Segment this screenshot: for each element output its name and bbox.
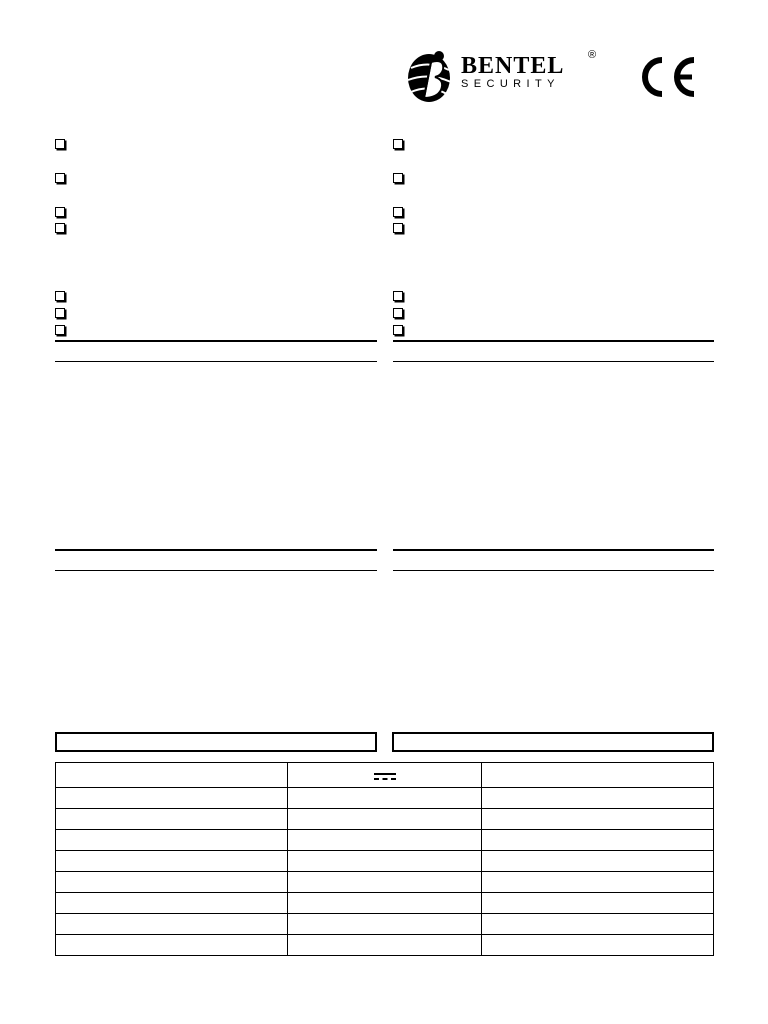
table-header-cell [482, 763, 714, 788]
table-header-row [56, 763, 714, 788]
checkbox-left-3[interactable] [55, 207, 65, 217]
checkbox-right-1[interactable] [393, 139, 403, 149]
checkbox-left-7[interactable] [55, 325, 65, 335]
checkbox-right-6[interactable] [393, 308, 403, 318]
table-header-cell [56, 763, 288, 788]
section-header-box-left [55, 732, 377, 752]
table-row [56, 788, 714, 809]
table-row [56, 893, 714, 914]
section-rule-left-top [55, 340, 377, 342]
registered-mark: ® [588, 49, 597, 61]
checkbox-left-5[interactable] [55, 291, 65, 301]
checkbox-left-6[interactable] [55, 308, 65, 318]
section-rule-right-top-2 [393, 549, 714, 551]
section-rule-right-bottom [393, 361, 714, 362]
checkbox-right-5[interactable] [393, 291, 403, 301]
direct-current-icon [374, 773, 396, 780]
section-header-box-right [392, 732, 714, 752]
checkbox-right-7[interactable] [393, 325, 403, 335]
specification-table [55, 762, 714, 956]
table-header-cell [288, 763, 482, 788]
table-row [56, 914, 714, 935]
section-rule-left-bottom [55, 361, 377, 362]
bentel-security-logo [405, 48, 605, 106]
brand-name: BENTEL [461, 53, 565, 79]
ce-conformity-mark-icon [638, 56, 698, 98]
checkbox-left-2[interactable] [55, 173, 65, 183]
table-row [56, 872, 714, 893]
checkbox-right-4[interactable] [393, 223, 403, 233]
section-rule-left-bottom-2 [55, 570, 377, 571]
checkbox-right-2[interactable] [393, 173, 403, 183]
checkbox-right-3[interactable] [393, 207, 403, 217]
checkbox-left-1[interactable] [55, 139, 65, 149]
section-rule-right-bottom-2 [393, 570, 714, 571]
table-row [56, 809, 714, 830]
section-rule-left-top-2 [55, 549, 377, 551]
table-row [56, 830, 714, 851]
checkbox-left-4[interactable] [55, 223, 65, 233]
table-row [56, 935, 714, 956]
bentel-globe-logo-icon [405, 48, 457, 106]
section-rule-right-top [393, 340, 714, 342]
brand-subtitle: SECURITY [461, 78, 560, 90]
table-row [56, 851, 714, 872]
